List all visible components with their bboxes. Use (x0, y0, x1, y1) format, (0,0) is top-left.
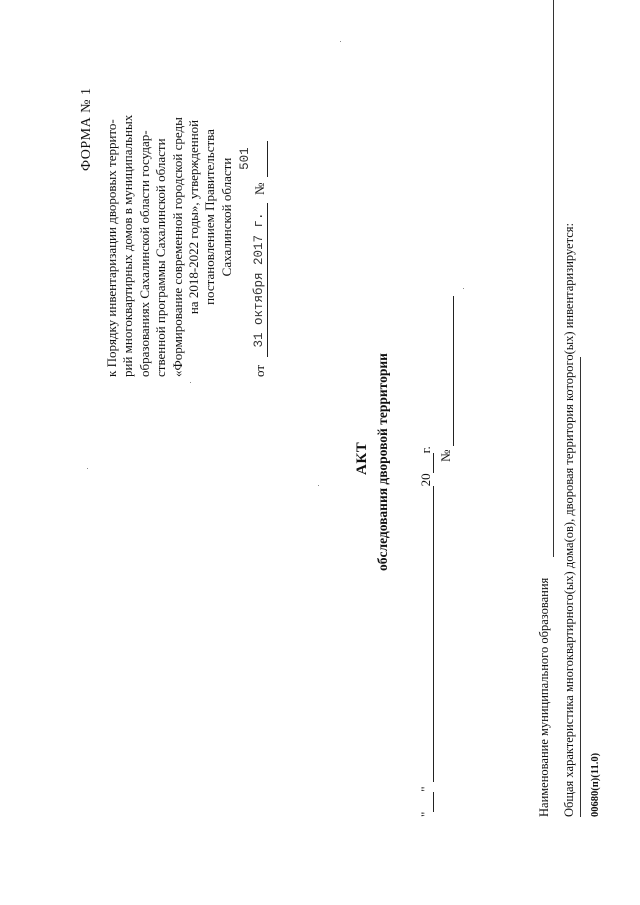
resolution-date-line (238, 141, 268, 377)
general-characteristics-label: Общая характеристика многоквартирного(ых) дома(ов), дворовая территория которого(ых) инвентаризируется: (562, 223, 576, 817)
form-number: ФОРМА № 1 (79, 87, 94, 171)
order-line: к Порядку инвентаризации дворовых террито- (104, 119, 119, 377)
order-line: рий многоквартирных домов в муниципальных (120, 114, 136, 377)
order-line: ственной программы Сахалинской области (153, 138, 169, 377)
municipality-input-line[interactable] (553, 0, 554, 557)
order-line: постановлением Правительства (202, 129, 218, 305)
year-blank[interactable] (420, 453, 434, 473)
resolution-date: 31 октября 2017 г. (252, 203, 268, 357)
resolution-number-underline (254, 141, 268, 177)
year-prefix: 20 (418, 473, 433, 487)
day-blank[interactable] (420, 792, 434, 812)
order-reference-block (104, 57, 235, 377)
order-line: Сахалинской области (218, 157, 234, 277)
order-line: образованиях Сахалинской области государ- (136, 130, 152, 377)
quote-open: " (418, 811, 433, 817)
year-suffix: г. (418, 446, 433, 454)
scan-speck (318, 485, 319, 486)
resolution-number-wrap: 501 (254, 141, 268, 177)
scan-speck (190, 382, 191, 383)
number-prefix: № (252, 182, 267, 195)
act-title: АКТ (354, 441, 370, 475)
order-line: на 2018-2022 годы», утвержденной (186, 119, 202, 315)
quote-close: " (418, 786, 433, 792)
date-prefix: от (252, 364, 267, 377)
act-number-label: № (438, 449, 453, 462)
footer-code: 00680(п)(11.0) (590, 752, 601, 817)
scan-speck (340, 41, 341, 42)
act-number-field (438, 296, 454, 462)
act-number-blank[interactable] (440, 296, 454, 446)
month-blank[interactable] (420, 486, 434, 782)
scan-speck (87, 468, 88, 469)
act-date-field (418, 446, 434, 817)
order-line: «Формирование современной городской среды (169, 117, 185, 377)
act-subtitle: обследования дворовой территории (375, 353, 390, 571)
general-characteristics-underline (580, 357, 581, 817)
scan-speck (463, 288, 464, 289)
municipality-label: Наименование муниципального образования (537, 577, 551, 817)
